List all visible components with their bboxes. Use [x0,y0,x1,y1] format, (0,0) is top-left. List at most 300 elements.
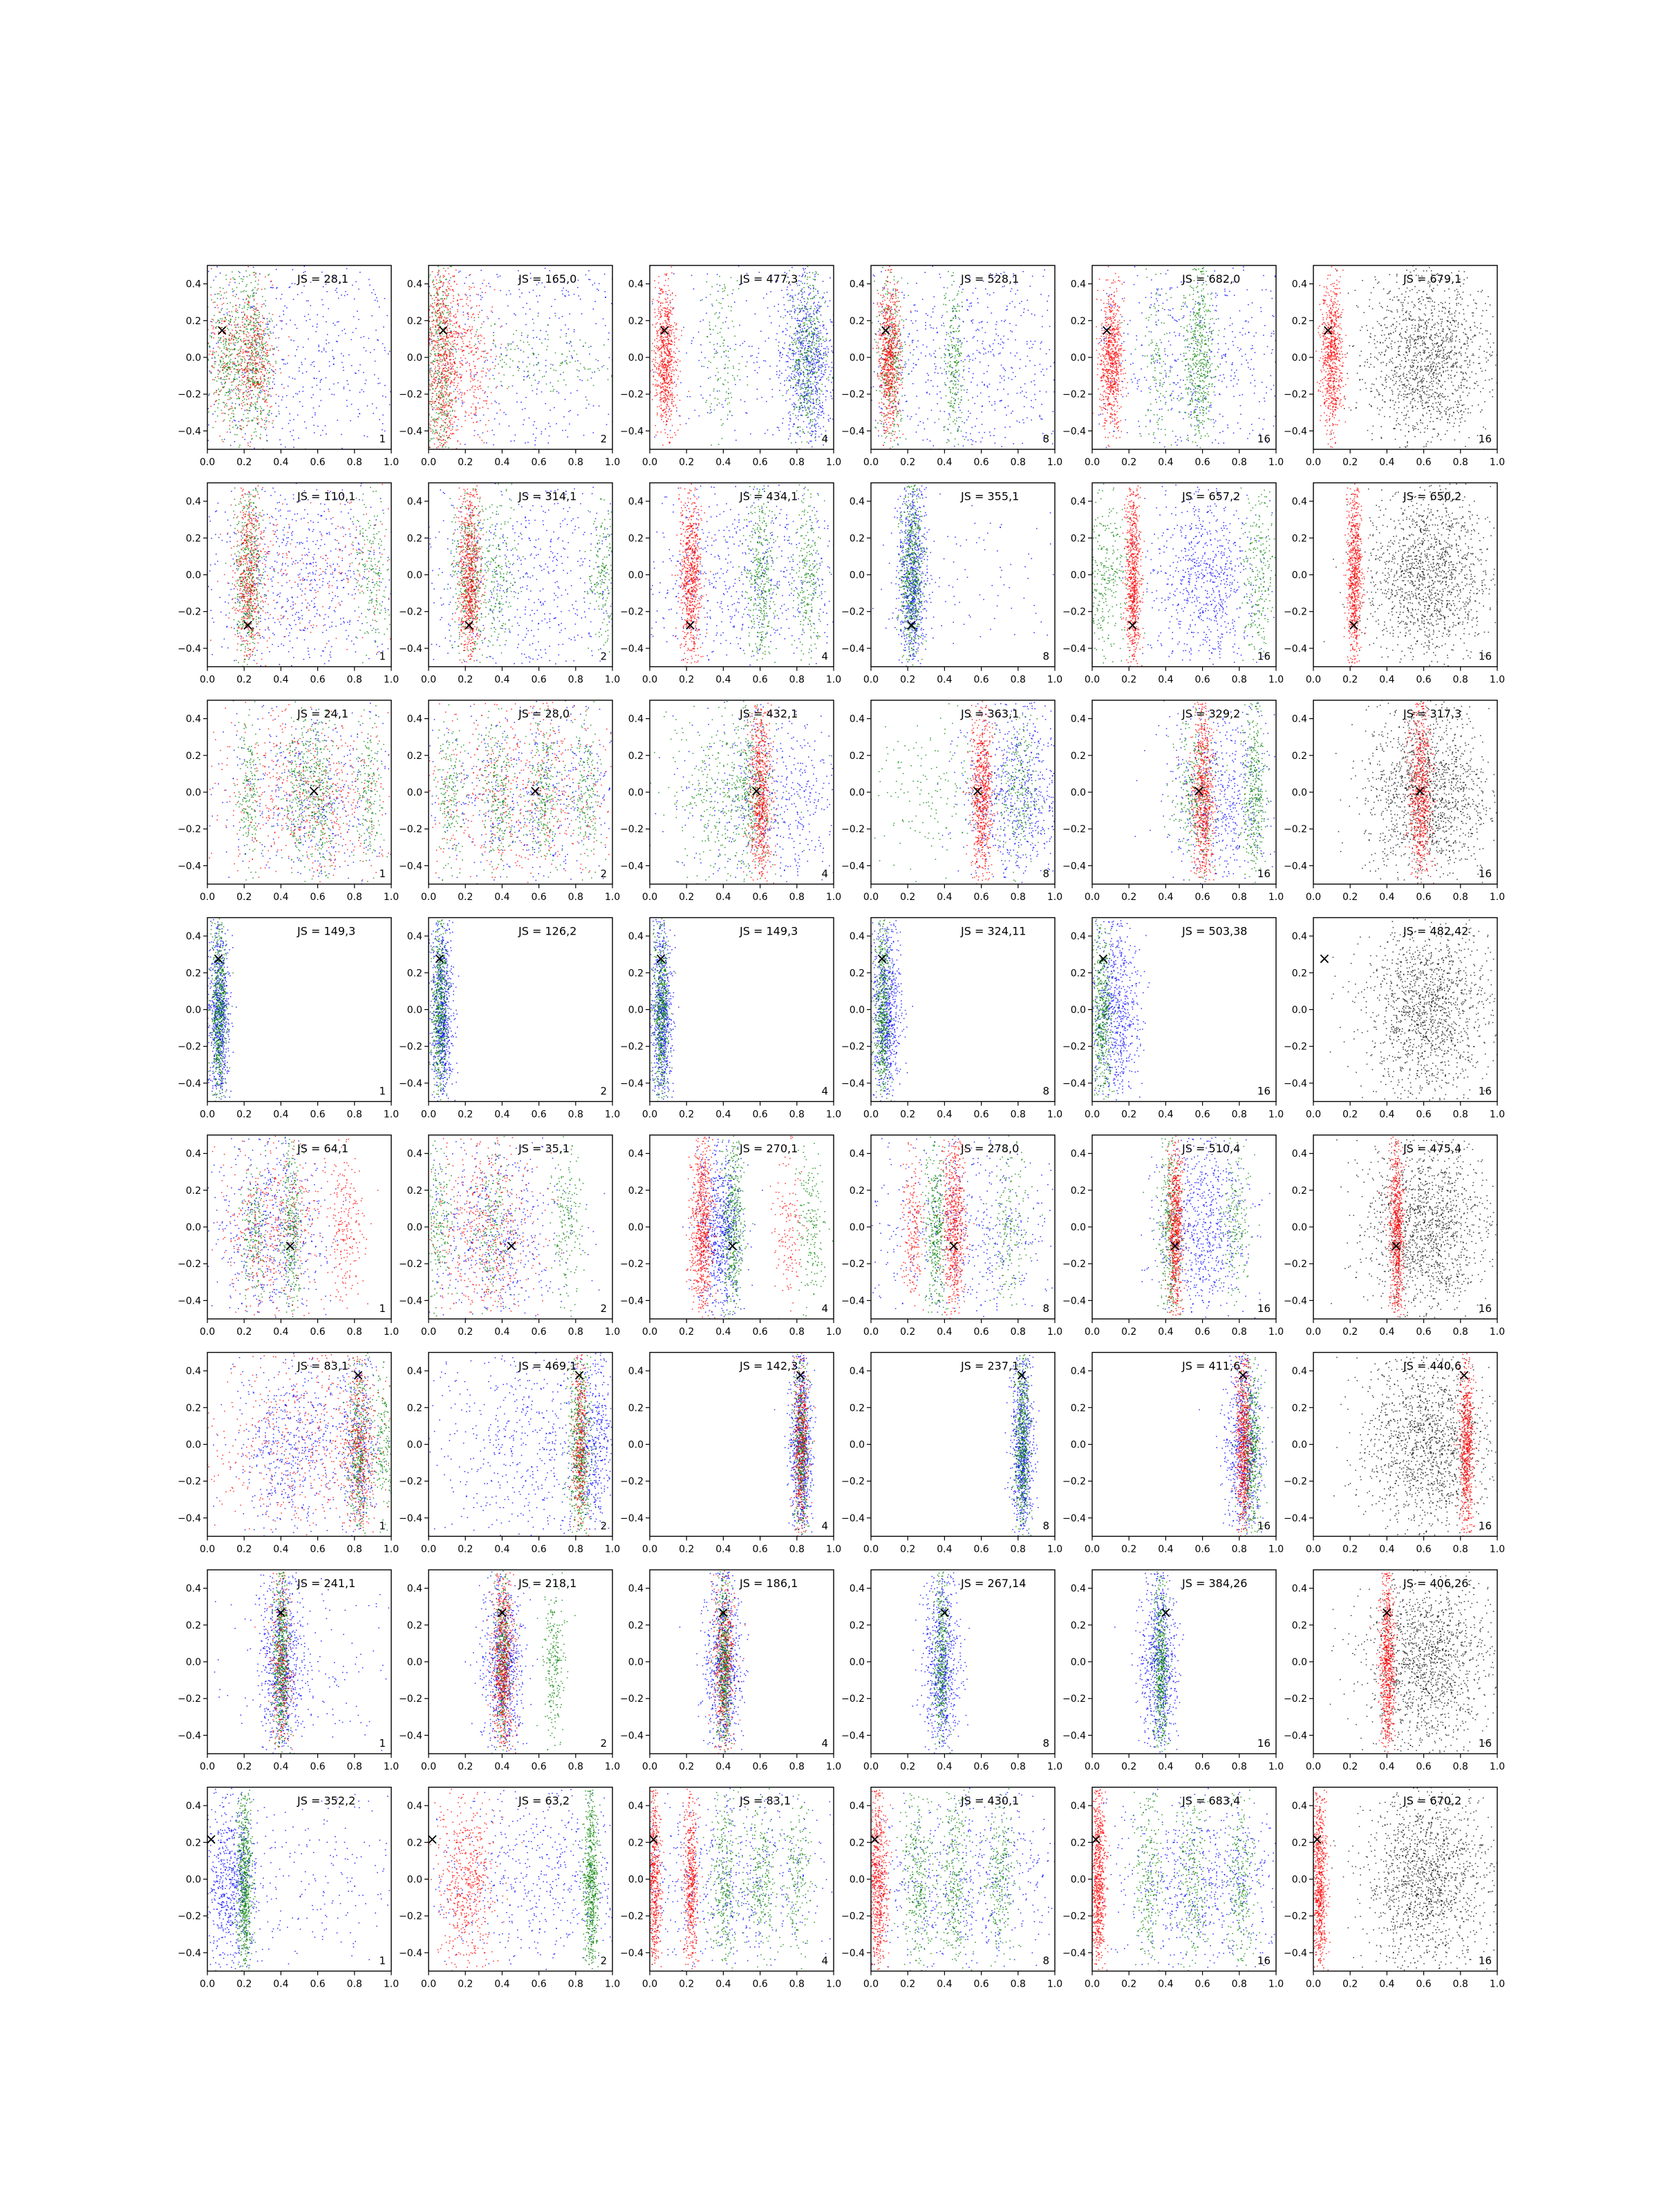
data-point [488,386,489,388]
data-point [434,373,435,374]
data-point [497,279,498,280]
data-point [438,364,440,365]
data-point [808,386,809,387]
data-point [234,377,236,378]
data-point [433,379,434,380]
data-point [450,277,451,279]
data-point [232,411,234,412]
data-point [435,388,437,389]
data-point [420,342,422,344]
data-point [225,343,226,344]
data-point [453,346,454,348]
data-point [442,383,443,384]
data-point [821,332,822,334]
data-point [438,396,440,397]
data-point [599,283,600,285]
data-point [235,296,236,297]
data-point [769,316,771,317]
axes-frame [207,265,391,449]
data-point [439,382,440,384]
data-point [424,353,425,355]
data-point [812,394,814,395]
data-point [403,377,404,379]
data-point [253,272,254,274]
data-point [237,355,238,356]
data-point [231,325,232,326]
data-point [807,417,808,418]
data-point [435,286,436,288]
data-point [269,388,270,390]
data-point [357,416,359,418]
data-point [455,331,456,332]
data-point [256,310,258,311]
data-point [809,332,810,333]
data-point [434,433,435,435]
data-point [803,372,805,373]
data-point [225,366,227,367]
data-point [274,349,275,350]
data-point [182,326,184,327]
data-point [229,340,230,341]
data-point [796,364,797,366]
data-point [202,285,203,287]
data-point [804,352,805,353]
data-point [257,416,259,418]
data-point [545,371,547,373]
data-point [793,350,794,351]
data-point [812,332,813,334]
data-point [496,274,498,275]
data-point [800,408,801,409]
data-point [474,287,475,288]
data-point [776,371,778,373]
data-point [453,385,455,386]
data-point [807,391,808,393]
data-point [821,411,822,413]
data-point [812,334,813,335]
data-point [259,391,261,393]
data-point [411,339,412,340]
data-point [230,368,232,370]
data-point [245,343,246,344]
data-point [201,367,203,368]
data-point [482,324,483,325]
data-point [798,415,799,417]
data-point [578,295,579,297]
data-point [594,283,596,284]
data-point [212,366,214,368]
data-point [418,366,419,368]
data-point [802,359,803,360]
data-point [435,430,436,431]
data-point [160,411,162,413]
data-point [250,344,252,346]
data-point [463,343,465,344]
data-point [754,370,756,371]
data-point [321,379,322,380]
data-point [817,290,818,292]
data-point [794,311,796,312]
data-point [518,348,519,349]
data-point [343,355,344,357]
data-point [714,425,715,427]
data-point [238,447,240,448]
data-point [218,364,220,366]
data-point [805,385,806,386]
data-point [473,404,474,405]
data-point [230,279,232,280]
data-point [807,357,808,359]
data-point [799,285,800,286]
data-point [439,376,440,377]
data-point [432,282,433,283]
data-point [433,382,435,383]
data-point [744,401,746,402]
data-point [657,375,658,377]
data-point [444,381,446,382]
data-point [436,447,438,449]
data-point [247,368,248,369]
data-point [197,368,198,369]
data-point [547,339,549,340]
data-point [474,354,475,355]
data-point [447,317,449,319]
data-point [821,364,822,366]
data-point [523,376,525,377]
data-point [449,373,451,374]
data-point [444,360,446,362]
data-point [432,298,433,299]
data-point [806,393,807,394]
data-point [450,324,451,325]
data-point [434,444,435,445]
data-point [435,405,437,406]
data-point [809,316,810,317]
data-point [191,369,192,371]
data-point [795,310,796,312]
data-point [579,371,580,372]
data-point [444,405,446,406]
data-point [437,383,438,384]
data-point [250,381,252,382]
data-point [232,337,233,338]
data-point [447,344,448,346]
data-point [317,385,318,386]
data-point [807,401,808,402]
data-point [359,413,361,415]
data-point [413,330,415,332]
data-point [447,368,448,369]
data-point [784,304,785,306]
data-point [376,407,377,409]
data-point [255,368,256,369]
data-point [265,324,267,325]
data-point [666,357,668,358]
data-point [358,409,359,411]
data-point [813,431,814,433]
data-point [473,361,474,362]
data-point [790,326,791,328]
data-point [235,403,236,404]
data-point [554,299,556,301]
data-point [539,370,541,371]
data-point [800,436,801,438]
data-point [496,413,498,414]
data-point [724,368,725,369]
data-point [793,413,794,415]
data-point [502,366,503,368]
data-point [832,321,833,323]
data-point [208,344,209,345]
data-point [335,393,336,394]
data-point [597,360,599,362]
data-point [632,364,634,366]
data-point [810,377,812,378]
data-point [462,403,464,404]
data-point [481,310,482,311]
data-point [243,396,244,397]
data-point [583,367,585,368]
data-point [544,287,545,288]
data-point [758,348,760,349]
data-point [253,306,254,307]
data-point [794,333,795,335]
data-point [460,392,462,393]
data-point [436,431,438,433]
data-point [451,430,452,431]
data-point [701,352,702,353]
data-point [812,321,814,322]
data-point [235,393,236,394]
data-point [258,318,259,319]
data-point [286,395,288,397]
data-point [472,386,474,387]
data-point [476,334,477,335]
data-point [341,330,343,332]
data-point [252,347,253,348]
data-point [534,374,535,375]
data-point [523,341,525,343]
data-point [482,283,483,284]
data-point [402,359,404,360]
data-point [821,390,822,391]
data-point [254,313,256,315]
data-point [326,433,327,435]
data-point [816,350,817,352]
data-point [221,378,222,379]
data-point [817,305,818,306]
data-point [254,311,256,312]
data-point [359,272,361,273]
data-point [454,339,456,341]
data-point [798,280,800,281]
data-point [466,332,467,334]
data-point [456,344,458,346]
data-point [208,395,209,396]
data-point [806,359,807,360]
data-point [232,391,234,392]
data-point [439,409,440,411]
data-point [467,297,469,298]
data-point [449,411,451,412]
data-point [452,382,453,383]
data-point [789,345,790,346]
data-point [798,383,800,384]
data-point [820,428,821,429]
data-point [254,327,256,328]
data-point [818,321,819,323]
data-point [551,306,552,308]
data-point [246,399,247,400]
data-point [253,380,254,382]
data-point [427,312,428,313]
data-point [565,361,566,362]
data-point [267,344,268,346]
data-point [255,319,256,320]
data-point [444,406,446,408]
data-point [434,359,435,360]
data-point [431,370,432,371]
data-point [243,351,244,353]
data-point [766,401,767,402]
data-point [349,328,350,330]
data-point [355,373,357,374]
data-point [489,368,491,370]
data-point [252,356,253,357]
data-point [702,397,704,399]
data-point [234,321,235,323]
data-point [249,339,250,341]
data-point [254,334,256,335]
data-point [443,364,444,365]
data-point [234,379,236,380]
data-point [240,330,241,331]
data-point [806,362,807,363]
data-point [603,365,605,366]
data-point [516,402,518,403]
data-point [241,368,243,370]
data-point [539,339,541,340]
data-point [439,339,440,341]
data-point [216,392,217,393]
data-point [429,371,431,373]
data-point [441,409,442,410]
data-point [236,305,237,306]
data-point [679,351,680,353]
data-point [245,351,246,353]
data-point [245,340,246,341]
data-point [238,338,239,339]
data-point [794,353,796,355]
data-point [243,330,245,332]
data-point [802,353,803,355]
data-point [447,341,448,342]
data-point [464,329,465,330]
data-point [593,405,594,406]
data-point [217,407,218,409]
data-point [279,440,281,441]
data-point [549,435,550,437]
data-point [825,386,826,387]
data-point [214,307,216,308]
data-point [444,391,446,393]
data-point [500,353,502,355]
data-point [436,393,438,395]
data-point [436,340,438,341]
data-point [751,346,753,347]
data-point [257,342,259,344]
data-point [297,415,299,416]
data-point [432,420,433,421]
data-point [818,355,819,356]
data-point [460,444,461,445]
data-point [422,305,424,306]
data-point [800,357,801,358]
data-point [841,371,842,372]
data-point [420,328,421,330]
data-point [447,312,448,314]
data-point [241,375,243,376]
data-point [812,433,813,435]
data-point [130,311,131,312]
data-point [480,299,482,301]
data-point [257,420,259,421]
data-point [243,393,244,395]
data-point [822,411,823,412]
data-point [710,334,711,335]
data-point [249,420,250,422]
x-tick-label: 0.2 [458,457,473,468]
data-point [384,298,386,299]
data-point [440,386,442,388]
data-point [228,320,229,321]
data-point [451,352,452,353]
data-point [239,364,241,365]
data-point [542,376,543,377]
data-point [471,308,472,309]
data-point [816,337,818,339]
data-point [560,374,561,375]
data-point [266,440,268,441]
data-point [806,317,807,318]
data-point [213,302,214,303]
data-point [447,437,449,438]
data-point [265,355,266,357]
data-point [444,367,446,368]
data-point [443,276,444,278]
data-point [214,357,216,359]
data-point [843,295,844,297]
data-point [236,327,237,328]
data-point [245,344,247,346]
data-point [819,354,821,355]
data-point [795,385,796,386]
data-point [778,350,780,351]
data-point [246,284,247,285]
data-point [222,319,223,320]
data-point [659,293,660,294]
data-point [778,341,780,343]
data-point [431,368,432,369]
data-point [487,431,489,432]
data-point [245,367,247,368]
data-point [236,379,238,380]
data-point [723,361,724,362]
data-point [248,305,250,306]
data-point [464,402,465,403]
data-point [440,440,441,441]
data-point [795,294,796,296]
